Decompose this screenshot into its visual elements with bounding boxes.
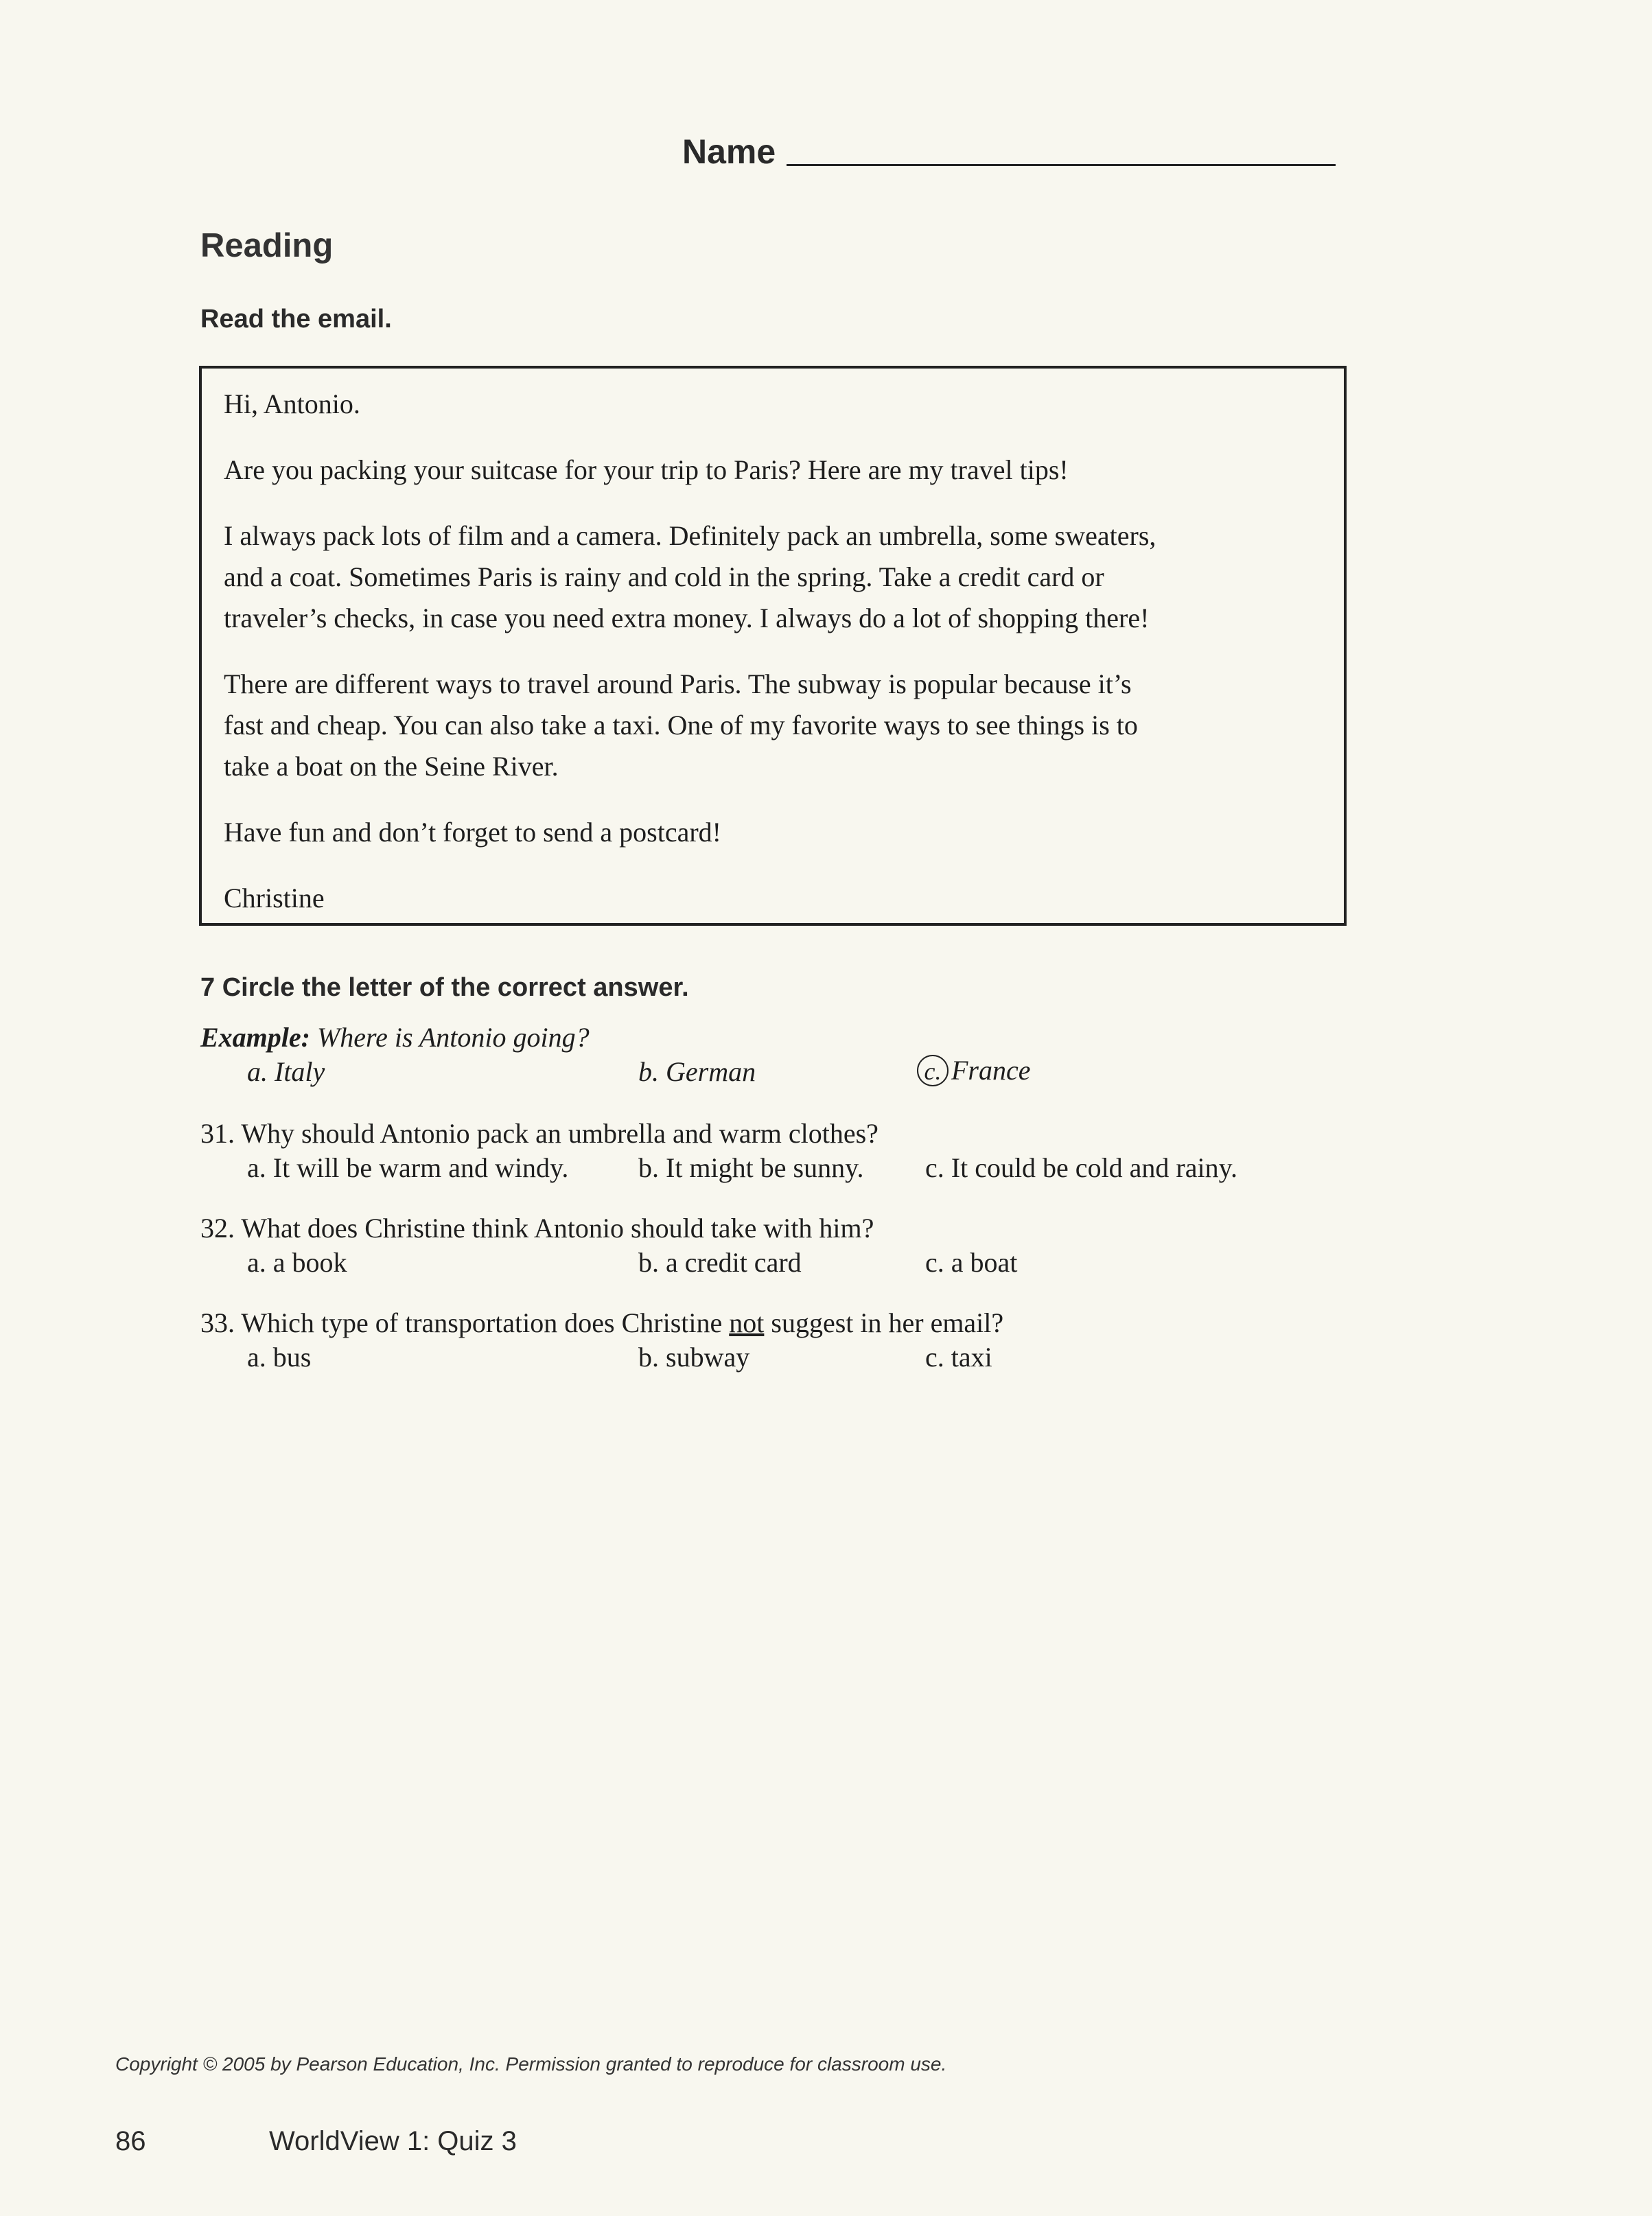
email-paragraph-3-line-2: fast and cheap. You can also take a taxi. One of my favorite ways to see things is to xyxy=(224,710,1138,740)
question-number: 31. xyxy=(200,1118,235,1149)
question-text-before: Which type of transportation does Christine xyxy=(241,1307,723,1338)
question-33-option-b[interactable]: b. subway xyxy=(638,1342,750,1373)
example-option-c-text: France xyxy=(951,1055,1031,1086)
exercise-title: 7 Circle the letter of the correct answer. xyxy=(200,973,689,1002)
question-31 xyxy=(200,1117,879,1150)
question-text-after: suggest in her email? xyxy=(771,1307,1004,1338)
copyright-notice: Copyright © 2005 by Pearson Education, Inc. Permission granted to reproduce for classroom use. xyxy=(115,2053,947,2075)
email-box xyxy=(199,366,1347,926)
email-paragraph-3-line-3: take a boat on the Seine River. xyxy=(224,751,559,782)
email-signature: Christine xyxy=(224,883,325,913)
question-emphasis: not xyxy=(729,1307,765,1338)
email-paragraph-4: Have fun and don’t forget to send a postcard! xyxy=(224,817,721,848)
question-31-option-a[interactable]: a. It will be warm and windy. xyxy=(247,1152,569,1183)
example-option-c[interactable] xyxy=(917,1054,1031,1086)
example-option-b[interactable]: b. German xyxy=(638,1056,756,1087)
section-instruction: Read the email. xyxy=(200,305,392,334)
email-paragraph-3-line-1: There are different ways to travel around Paris. The subway is popular because it’s xyxy=(224,668,1132,699)
name-field xyxy=(682,132,1336,172)
question-32-option-c[interactable]: c. a boat xyxy=(925,1247,1018,1278)
question-text: What does Christine think Antonio should take with him? xyxy=(241,1213,874,1244)
question-32-option-b[interactable]: b. a credit card xyxy=(638,1247,802,1278)
question-32 xyxy=(200,1212,874,1244)
example-question: Where is Antonio going? xyxy=(316,1022,590,1053)
example-answer-circle: c. xyxy=(917,1055,949,1086)
name-label: Name xyxy=(682,132,776,171)
question-33 xyxy=(200,1307,1003,1339)
example-line xyxy=(200,1021,590,1053)
question-number: 33. xyxy=(200,1307,235,1338)
email-greeting: Hi, Antonio. xyxy=(224,388,360,419)
question-31-option-c[interactable]: c. It could be cold and rainy. xyxy=(925,1152,1238,1183)
name-write-line[interactable] xyxy=(787,164,1336,166)
question-text: Why should Antonio pack an umbrella and warm clothes? xyxy=(241,1118,879,1149)
question-33-option-a[interactable]: a. bus xyxy=(247,1342,312,1373)
book-title: WorldView 1: Quiz 3 xyxy=(269,2126,517,2156)
question-number: 32. xyxy=(200,1213,235,1244)
page-number: 86 xyxy=(115,2126,146,2156)
email-paragraph-1: Are you packing your suitcase for your trip to Paris? Here are my travel tips! xyxy=(224,454,1069,485)
question-32-option-a[interactable]: a. a book xyxy=(247,1247,347,1278)
section-heading: Reading xyxy=(200,227,334,264)
example-label: Example: xyxy=(200,1022,310,1053)
example-option-a[interactable]: a. Italy xyxy=(247,1056,325,1087)
email-paragraph-2-line-3: traveler’s checks, in case you need extra money. I always do a lot of shopping there! xyxy=(224,603,1150,633)
email-paragraph-2-line-1: I always pack lots of film and a camera. Definitely pack an umbrella, some sweaters, xyxy=(224,520,1156,551)
email-paragraph-2-line-2: and a coat. Sometimes Paris is rainy and cold in the spring. Take a credit card or xyxy=(224,561,1104,592)
question-33-option-c[interactable]: c. taxi xyxy=(925,1342,992,1373)
question-31-option-b[interactable]: b. It might be sunny. xyxy=(638,1152,864,1183)
